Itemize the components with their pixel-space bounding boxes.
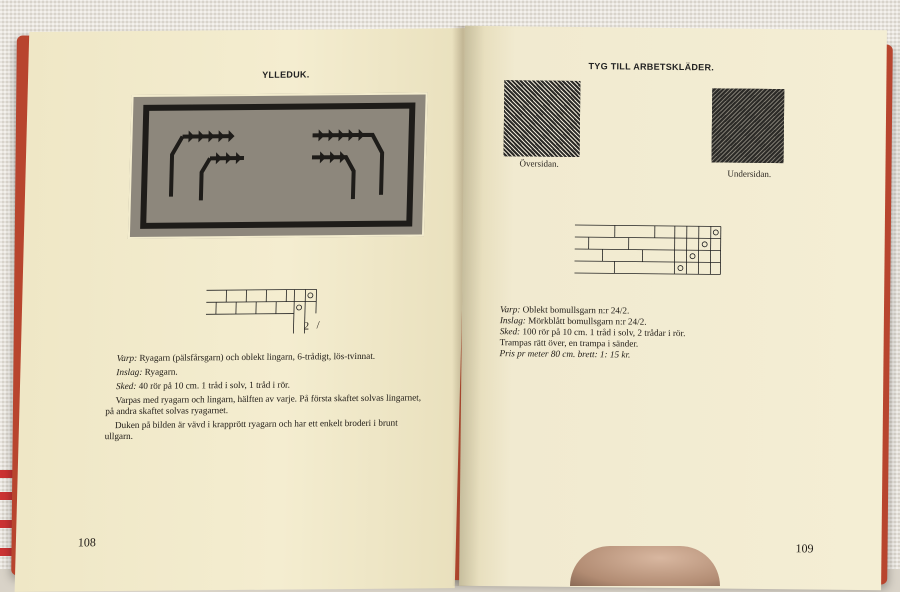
paragraph-label: Sked: bbox=[116, 381, 137, 391]
back-caption: Undersidan. bbox=[727, 169, 771, 179]
rug-motif-line bbox=[171, 137, 183, 197]
paragraph bbox=[106, 378, 426, 392]
rug-motif-line bbox=[311, 135, 383, 196]
spec-label: Pris pr meter 80 cm. brett: bbox=[499, 348, 597, 359]
paragraph-label: Varp: bbox=[117, 353, 138, 363]
spec-line bbox=[499, 348, 819, 362]
paragraph-label: Inslag: bbox=[116, 367, 142, 377]
paragraph-text: Ryagarn (pälsfårsgarn) och oblekt lingarn, 6-trådigt, lös-tvinnat. bbox=[137, 351, 375, 363]
diagram-slash: / bbox=[316, 319, 319, 331]
spec-label: Inslag: bbox=[500, 315, 526, 325]
spec-text: Mörkblått bomullsgarn n:r 24/2. bbox=[526, 315, 647, 326]
left-page-body bbox=[104, 350, 426, 445]
paragraph bbox=[105, 417, 426, 442]
rug-chevrons bbox=[216, 152, 242, 164]
paragraph-text: 40 rör på 10 cm. 1 tråd i solv, 1 tråd i rör. bbox=[136, 380, 290, 391]
spec-text: 1: 15 kr. bbox=[598, 349, 631, 359]
rug-motif-line bbox=[201, 158, 210, 200]
right-page-body bbox=[499, 304, 820, 362]
spec-text: 100 rör på 10 cm. 1 tråd i solv, 2 trådar i rör. bbox=[520, 326, 685, 338]
thumb-holding-page bbox=[570, 546, 720, 586]
rug-motif-line bbox=[311, 157, 354, 199]
rug-pattern bbox=[130, 94, 426, 237]
fabric-front-photo bbox=[504, 80, 581, 157]
right-page-number: 109 bbox=[795, 541, 813, 556]
spec-text: Trampas rätt över, en trampa i sänder. bbox=[500, 337, 639, 348]
diagram-number-two: 2 bbox=[303, 320, 309, 332]
spec-label: Sked: bbox=[500, 326, 521, 336]
right-page bbox=[459, 26, 887, 590]
paragraph-text: Duken på bilden är vävd i krapprött ryagarn och har ett enkelt broderi i brunt ullgarn. bbox=[105, 418, 398, 442]
paragraph bbox=[107, 350, 427, 364]
left-page bbox=[15, 28, 470, 592]
spec-label: Varp: bbox=[500, 304, 521, 314]
right-page-heading: TYG TILL ARBETSKLÄDER. bbox=[588, 61, 714, 72]
spec-text: Oblekt bomullsgarn n:r 24/2. bbox=[520, 304, 629, 315]
left-page-heading: YLLEDUK. bbox=[262, 69, 310, 79]
paragraph-text: Varpas med ryagarn och lingarn, hälften av varje. På första skaftet solvas lingarnet, på andra skaftet solvas ryagarnet. bbox=[105, 392, 421, 416]
paragraph bbox=[106, 364, 426, 378]
rug-photo bbox=[128, 92, 428, 239]
rug-chevrons bbox=[320, 151, 346, 163]
fabric-back-photo bbox=[712, 88, 785, 163]
paragraph bbox=[105, 392, 426, 417]
front-caption: Översidan. bbox=[519, 158, 558, 168]
weave-draft-diagram bbox=[574, 223, 725, 277]
left-page-number: 108 bbox=[78, 535, 96, 550]
paragraph-text: Ryagarn. bbox=[142, 367, 178, 377]
